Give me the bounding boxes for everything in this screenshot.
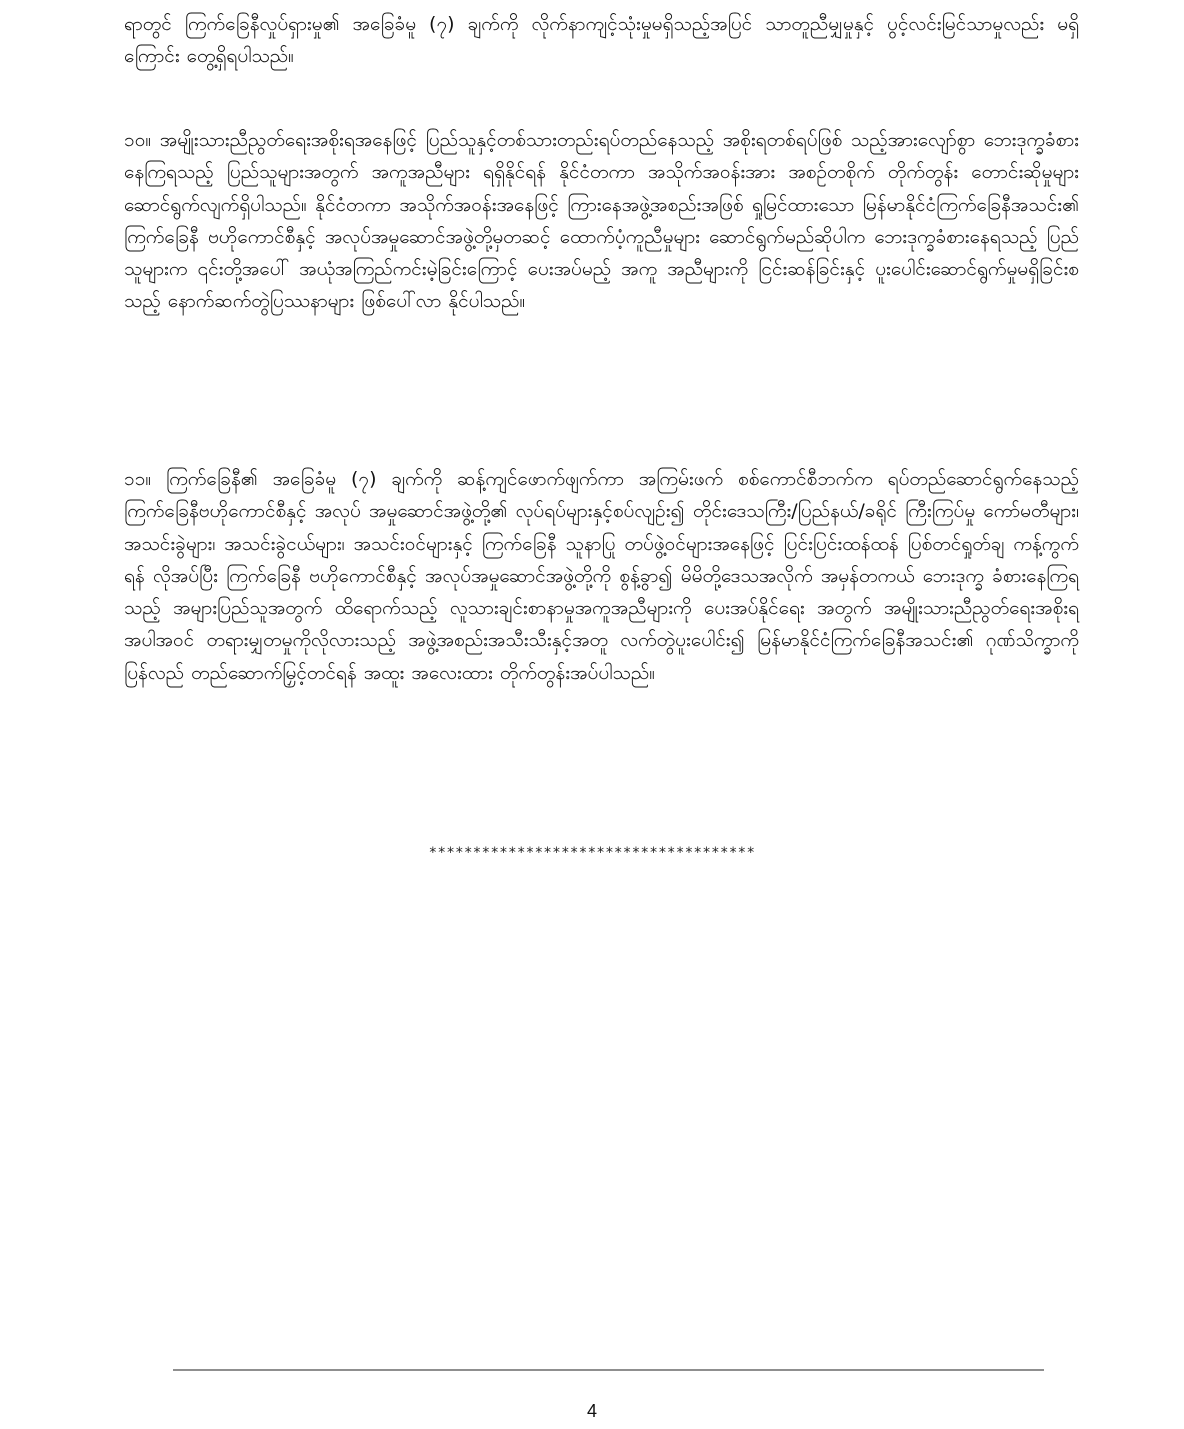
paragraph-10: ၁၀။ အမျိုးသားညီညွတ်ရေးအစိုးရအနေဖြင့် ပြည်သူနှင့်တစ်သားတည်းရပ်တည်နေသည့် အစိုးရတစ်ရပ်ဖြစ် သည့်အားလျော်စွာ ဘေးဒုက္ခခံစားနေကြရသည့် ပြည်သူများအတွက် အကူအညီများ ရရှိနိုင်ရန် နိုင်ငံတကာ အသိုက်အဝန်းအား အစဉ်တစိုက် တိုက်တွန်း တောင်းဆိုမှုများ ဆောင်ရွက်လျက်ရှိပါသည်။ နိုင်ငံတကာ အသိုက်အဝန်းအနေဖြင့် ကြားနေအဖွဲ့အစည်းအဖြစ် ရှုမြင်ထားသော မြန်မာနိုင်ငံကြက်ခြေနီအသင်း၏ ကြက်ခြေနီ ဗဟိုကောင်စီနှင့် အလုပ်အမှုဆောင်အဖွဲ့တို့မှတဆင့် ထောက်ပံ့ကူညီမှုများ ဆောင်ရွက်မည်ဆိုပါက ဘေးဒုက္ခခံစားနေရသည့် ပြည်သူများက ၎င်းတို့အပေါ် အယုံအကြည်ကင်းမဲ့ခြင်းကြောင့် ပေးအပ်မည့် အကူ အညီများကို ငြင်းဆန်ခြင်းနှင့် ပူးပေါင်းဆောင်ရွက်မှုမရှိခြင်းစသည့် နောက်ဆက်တွဲပြဿနာများ ဖြစ်ပေါ်လာ နိုင်ပါသည်။ [124,129,1079,313]
paragraph-11: ၁၁။ ကြက်ခြေနီ၏ အခြေခံမူ (၇) ချက်ကို ဆန့်ကျင်ဖောက်ဖျက်ကာ အကြမ်းဖက် စစ်ကောင်စီဘက်က ရပ်တည်ဆောင်ရွက်နေသည့် ကြက်ခြေနီဗဟိုကောင်စီနှင့် အလုပ် အမှုဆောင်အဖွဲ့တို့၏ လုပ်ရပ်များနှင့်စပ်လျဉ်း၍ တိုင်းဒေသကြီး/ပြည်နယ်/ခရိုင် ကြီးကြပ်မှု ကော်မတီများ၊ အသင်းခွဲများ၊ အသင်းခွဲငယ်များ၊ အသင်းဝင်များနှင့် ကြက်ခြေနီ သူနာပြု တပ်ဖွဲ့ဝင်များအနေဖြင့် ပြင်းပြင်းထန်ထန် ပြစ်တင်ရှုတ်ချ ကန့်ကွက်ရန် လိုအပ်ပြီး ကြက်ခြေနီ ဗဟိုကောင်စီနှင့် အလုပ်အမှုဆောင်အဖွဲ့တို့ကို စွန့်ခွာ၍ မိမိတို့ဒေသအလိုက် အမှန်တကယ် ဘေးဒုက္ခ ခံစားနေကြရသည့် အများပြည်သူအတွက် ထိရောက်သည့် လူသားချင်းစာနာမှုအကူအညီများကို ပေးအပ်နိုင်ရေး အတွက် အမျိုးသားညီညွတ်ရေးအစိုးရအပါအဝင် တရားမျှတမှုကိုလိုလားသည့် အဖွဲ့အစည်းအသီးသီးနှင့်အတူ လက်တွဲပူးပေါင်း၍ မြန်မာနိုင်ငံကြက်ခြေနီအသင်း၏ ဂုဏ်သိက္ခာကို ပြန်လည် တည်ဆောက်မြှင့်တင်ရန် အထူး အလေးထား တိုက်တွန်းအပ်ပါသည်။ [124,468,1079,684]
page-number: 4 [586,1401,597,1421]
footer-rule [173,1369,1044,1371]
section-end-divider: ************************************* [428,845,756,861]
paragraph-continuation: ရာတွင် ကြက်ခြေနီလှုပ်ရှားမှု၏ အခြေခံမူ (၇) ချက်ကို လိုက်နာကျင့်သုံးမှုမရှိသည့်အပြင် သာတူညီမျှမှုနှင့် ပွင့်လင်းမြင်သာမှုလည်း မရှိကြောင်း တွေ့ရှိရပါသည်။ [124,13,1079,68]
